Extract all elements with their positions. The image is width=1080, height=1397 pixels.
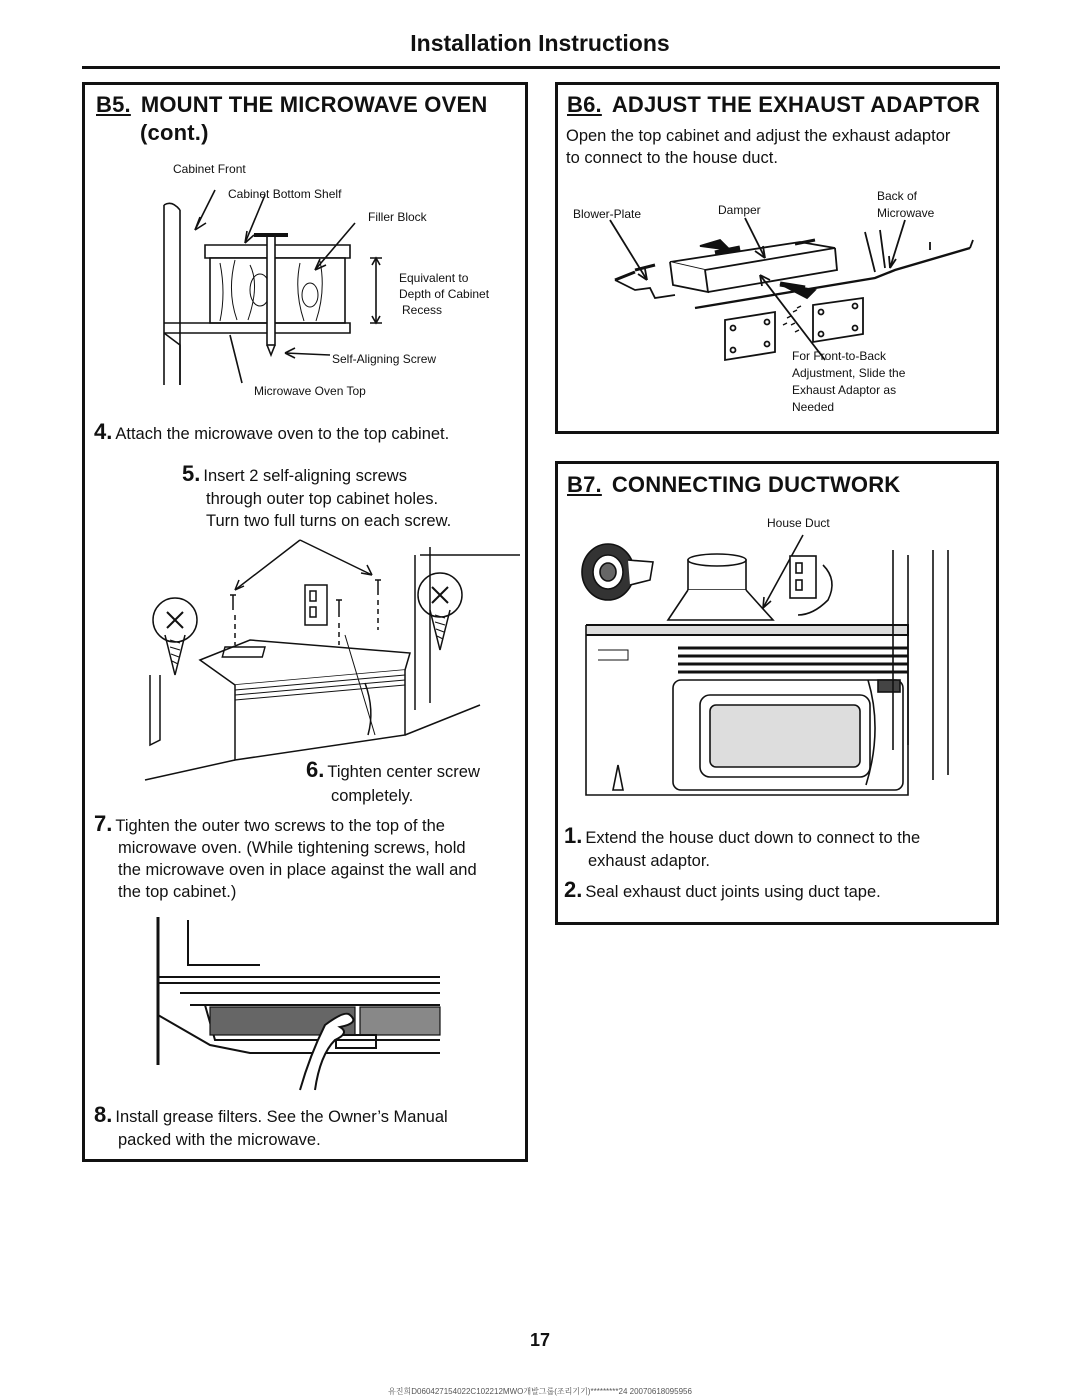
b7-step-2: 2. Seal exhaust duct joints using duct tape. [564, 877, 881, 902]
label-filler-block: Filler Block [368, 210, 427, 224]
label-adjust-note-2: Adjustment, Slide the [792, 366, 906, 380]
section-b6-code: B6. [567, 92, 602, 117]
step-7-line3: the microwave oven in place against the wall and [118, 861, 477, 879]
section-b6-title: ADJUST THE EXHAUST ADAPTOR [611, 92, 981, 117]
step-5: 5. Insert 2 self-aligning screws [182, 461, 407, 486]
label-microwave-oven-top: Microwave Oven Top [254, 384, 366, 398]
section-b6-intro-line1: Open the top cabinet and adjust the exhaust adaptor [566, 127, 951, 145]
step-4: 4. Attach the microwave oven to the top cabinet. [94, 419, 450, 444]
b7-step-1-line2: exhaust adaptor. [588, 852, 711, 870]
label-equivalent-3: Recess [402, 303, 443, 317]
page-title: Installation Instructions [410, 30, 670, 56]
step-7-line2: microwave oven. (While tightening screws, hold [118, 839, 466, 857]
ductwork-illustration [578, 530, 978, 800]
footer-code: 유진희D060427154022C102212MWO개발그룹(조리기기)*********24 20070618095956 [388, 1387, 692, 1396]
section-b7-heading [567, 472, 900, 498]
label-cabinet-bottom-shelf: Cabinet Bottom Shelf [228, 187, 342, 201]
microwave-mounting-illustration [140, 535, 520, 785]
label-cabinet-front: Cabinet Front [173, 162, 246, 176]
step-8-line2: packed with the microwave. [118, 1131, 321, 1149]
header-rule [82, 66, 1000, 69]
grease-filter-illustration [150, 915, 450, 1090]
section-b7-title: CONNECTING DUCTWORK [611, 472, 901, 497]
label-self-aligning-screw: Self-Aligning Screw [332, 352, 437, 366]
label-adjust-note-4: Needed [792, 400, 835, 414]
label-blower-plate: Blower-Plate [573, 207, 642, 221]
step-5-line3: Turn two full turns on each screw. [206, 512, 452, 530]
step-7-line4: the top cabinet.) [118, 883, 237, 901]
label-equivalent-1: Equivalent to [399, 271, 469, 285]
label-back-of: Back of [877, 189, 918, 203]
page-number: 17 [529, 1330, 551, 1350]
section-b6-heading [567, 92, 980, 118]
section-b7-code: B7. [567, 472, 602, 497]
section-b5-title: MOUNT THE MICROWAVE OVEN [140, 92, 488, 117]
b7-step-1: 1. Extend the house duct down to connect to the [564, 823, 921, 848]
section-b5-heading [96, 92, 487, 118]
step-6: 6. Tighten center screw [306, 757, 480, 782]
section-b5-title-cont: (cont.) [140, 120, 209, 145]
section-b6-intro-line2: to connect to the house duct. [566, 149, 778, 167]
step-7: 7. Tighten the outer two screws to the top of the [94, 811, 445, 836]
label-adjust-note-3: Exhaust Adaptor as [792, 383, 897, 397]
label-house-duct: House Duct [767, 516, 830, 530]
step-5-line2: through outer top cabinet holes. [206, 490, 439, 508]
step-8: 8. Install grease filters. See the Owner’s Manual [94, 1102, 448, 1127]
label-equivalent-2: Depth of Cabinet [399, 287, 490, 301]
section-b5-code: B5. [96, 92, 131, 117]
label-adjust-note-1: For Front-to-Back [792, 349, 887, 363]
step-6-line2: completely. [331, 787, 414, 805]
label-microwave: Microwave [877, 206, 935, 220]
label-damper: Damper [718, 203, 761, 217]
